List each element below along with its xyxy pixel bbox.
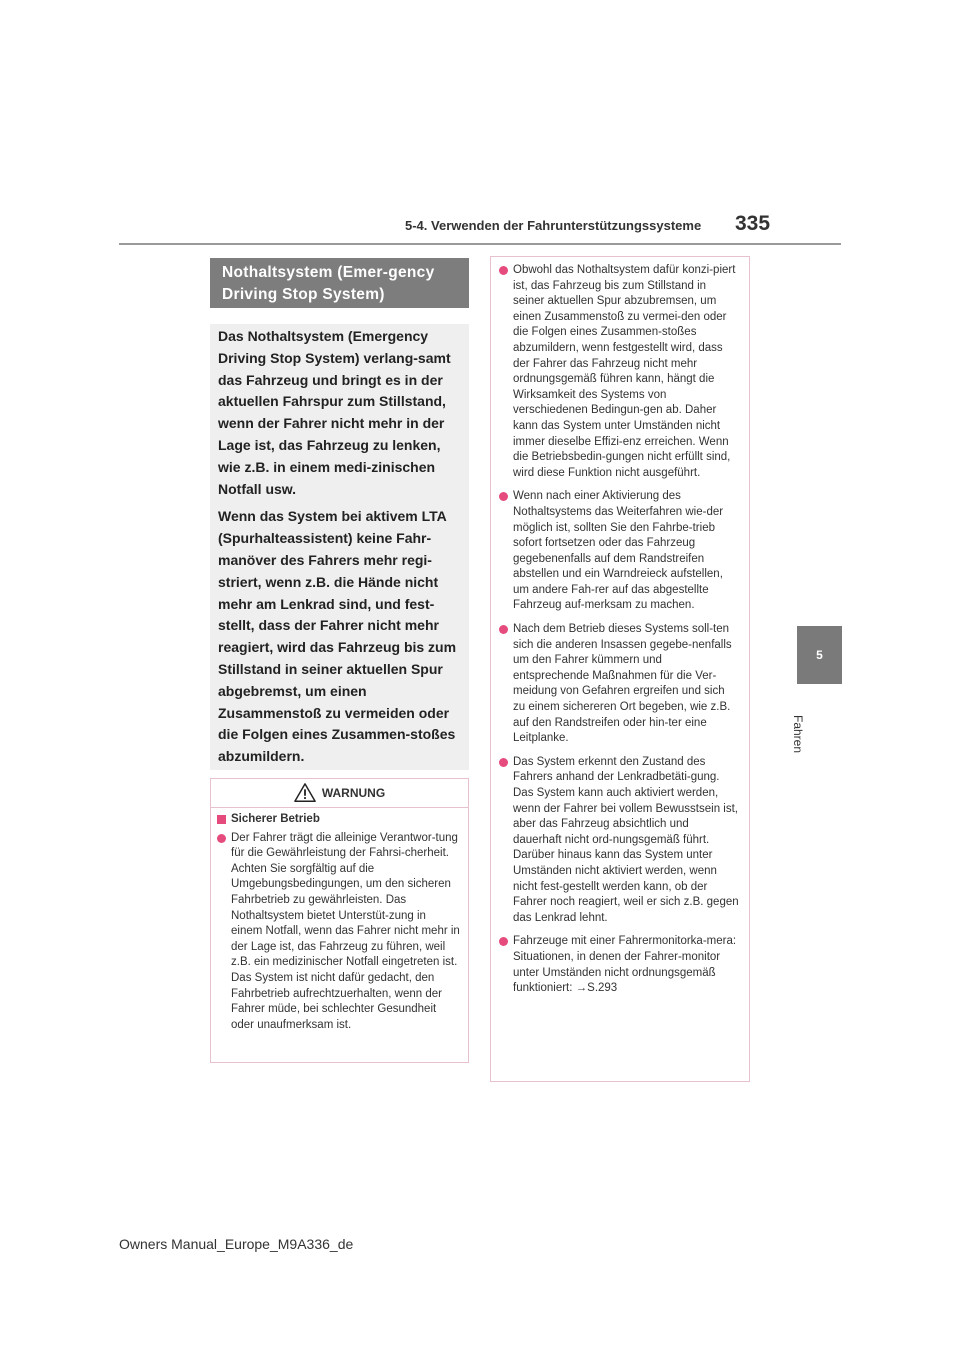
note-item	[499, 934, 739, 996]
pink-dot-icon	[499, 758, 508, 767]
warning-header	[211, 779, 468, 808]
note-text: Das System erkennt den Zustand des Fahrers anhand der Lenkradbetäti-gung. Das System kann auch aktiviert werden, wenn der Fahrer bei vollem Bewusstsein ist, aber das Fahrzeug absichtlich und dauerhaft nicht ord-nungsgemäß führt. Darüber hinaus kann das System unter Umständen nicht aktiviert werden, wenn nicht fest-gestellt werden kann, ob der Fahrer noch reagiert, weil er sich z.B. gegen das Lenkrad lehnt.	[513, 755, 739, 924]
notes-box	[490, 256, 750, 1082]
note-item	[499, 489, 739, 614]
warning-subheading	[217, 812, 460, 828]
warning-box	[210, 778, 469, 1063]
pink-dot-icon	[499, 937, 508, 946]
note-text: Obwohl das Nothaltsystem dafür konzi-piert ist, das Fahrzeug bis zum Stillstand in seiner aktuellen Spur abzubremsen, um einen Zusammenstoß zu vermei-den oder die Folgen eines Zusammen-stoßes abzumildern, wenn festgestellt wird, dass der Fahrer das Fahrzeug nicht mehr ordnungsgemäß führen kann, hängt die Wirksamkeit des Systems von verschiedenen Bedingun-gen ab. Daher kann das System unter Umständen nicht immer dieselbe Effizi-enz erreichen. Wenn die Betriebsbedin-gungen nicht erfüllt sind, wird diese Funktion nicht ausgeführt.	[513, 264, 736, 479]
note-item	[499, 263, 739, 481]
pink-dot-icon	[217, 834, 226, 843]
warning-triangle-icon	[294, 782, 316, 804]
pink-dot-icon	[499, 625, 508, 634]
note-item	[499, 755, 739, 927]
header-divider	[119, 243, 841, 245]
intro-paragraph: Das Nothaltsystem (Emergency Driving Stop System) verlang-samt das Fahrzeug und bringt es in der aktuellen Fahrspur zum Stillstand, wenn der Fahrer nicht mehr in der Lage ist, das Fahrzeug zu lenken, wie z.B. in einem medi-zinischen Notfall usw.	[218, 328, 451, 497]
warning-item	[217, 831, 460, 1034]
note-text: Nach dem Betrieb dieses Systems soll-ten sich die anderen Insassen gegebe-nenfalls um den Fahrer kümmern und entsprechende Maßnahmen für die Ver-meidung von Gefahren ergreifen und sich zu einem sichereren Ort begeben, wie z.B. auf den Randstreifen oder hin-ter eine Leitplanke.	[513, 623, 732, 745]
note-item	[499, 622, 739, 747]
pink-dot-icon	[499, 266, 508, 275]
warning-item-text: Der Fahrer trägt die alleinige Verantwor-tung für die Gewährleistung der Fahrsi-cherheit. Achten Sie sorgfältig auf die Umgebungsbedingungen, um den sicheren Fahrbetrieb zu gewährleisten. Das Nothaltsystem bietet Unterstüt-zung in einem Notfall, wenn das Fahrer nicht mehr in der Lage ist, das Fahrzeug zu führen, weil z.B. ein medizinischer Notfall eingetreten ist. Das System ist nicht dafür gedacht, den Fahrbetrieb aufrechtzuerhalten, wenn der Fahrer müde, bei schlechter Gesundheit oder unaufmerksam ist.	[231, 831, 460, 1031]
note-text: Wenn nach einer Aktivierung des Nothaltsystems das Weiterfahren wie-der möglich ist, sollten Sie den Fahrbe-trieb sofort fortsetzen oder das Fahrzeug gegebenenfalls auf dem Randstreifen abstellen und ein Warndreieck aufstellen, um andere Fah-rer auf das abgestellte Fahrzeug auf-merksam zu machen.	[513, 490, 724, 612]
warning-title: WARNUNG	[321, 786, 386, 800]
chapter-label: Fahren	[791, 715, 805, 754]
intro-paragraph: Wenn das System bei aktivem LTA (Spurhalteassistent) keine Fahr-manöver des Fahrers mehr regi-striert, wenn z.B. die Hände nicht mehr am Lenkrad sind, und fest-stellt, dass der Fahrer nicht mehr reagiert, wird das Fahrzeug bis zum Stillstand in seiner aktuellen Spur abgebremst, um einen Zusammenstoß zu vermeiden oder die Folgen eines Zusammen-stoßes abzumildern.	[218, 508, 457, 765]
pink-dot-icon	[499, 492, 508, 501]
header-section-title: 5-4. Verwenden der Fahrunterstützungssysteme	[405, 218, 702, 233]
warning-subheading-text: Sicherer Betrieb	[231, 813, 320, 825]
chapter-tab	[797, 626, 842, 684]
footer-document-id: Owners Manual_Europe_M9A336_de	[119, 1236, 354, 1252]
note-text: Fahrzeuge mit einer Fahrermonitorka-mera: Situationen, in denen der Fahrer-monitor unter Umständen nicht ordnungsgemäß funktioniert: →S.293	[513, 935, 737, 995]
warning-content	[211, 808, 468, 1033]
section-title: Nothaltsystem (Emer-gency Driving Stop System)	[210, 258, 469, 308]
page-number: 335	[735, 212, 771, 235]
pink-square-icon	[217, 815, 226, 824]
chapter-number: 5	[816, 648, 823, 662]
intro-box	[210, 324, 469, 770]
